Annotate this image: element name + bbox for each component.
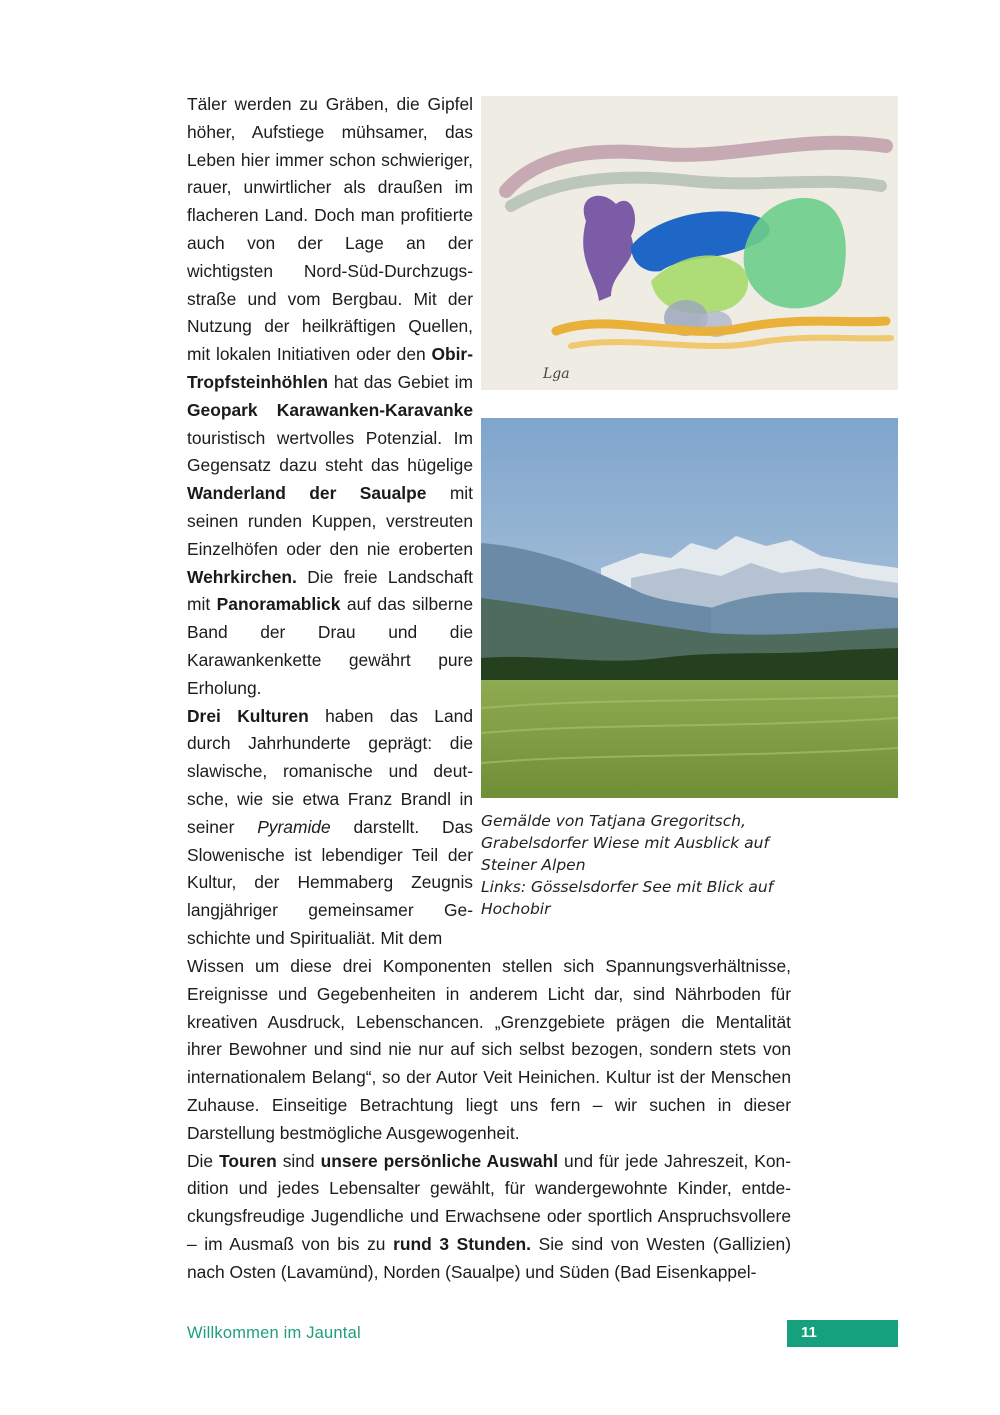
footer-title: Willkommen im Jauntal bbox=[187, 1324, 361, 1342]
bold-term-geopark: Geopark Karawanken-Karavanke bbox=[187, 399, 473, 420]
text-run: touristisch wertvolles Potenzial. Im Gegensatz dazu steht das hügelige bbox=[187, 427, 473, 476]
page-number: 11 bbox=[801, 1324, 817, 1341]
painting-image bbox=[481, 96, 898, 390]
bold-term-3-stunden: rund 3 Stunden. bbox=[393, 1233, 531, 1254]
caption-line: Links: Gösselsdorfer See mit Blick auf bbox=[481, 878, 774, 896]
text-run: Täler werden zu Gräben, die Gipfel höher, Aufstiege mühsamer, das Leben hier immer schon schwieriger, rauer, unwirtlicher als draußen im flacheren Land. Doch man profitierte auch von der Lage an der wichtigsten Nord-Süd-Durchzugsstraße und vom Bergbau. Mit der Nutzung der heilkräftigen Quellen, mit lokalen Initiativen oder den bbox=[187, 94, 473, 365]
bold-term-drei-kulturen: Drei Kulturen bbox=[187, 705, 309, 726]
full-width-text bbox=[187, 953, 791, 1287]
bold-term-touren: Touren bbox=[219, 1150, 277, 1171]
text-run: Sie sind von Westen (Gallizien) nach Osten (Lavamünd), Norden (Saualpe) und Süden (Bad Eisenkappel- bbox=[187, 1233, 792, 1282]
text-run: und für jede Jahreszeit, Kondition und jedes Lebensalter gewählt, für wandergewohnte Kinder, entdeckungsfreudige Jugendliche und Erwachsene oder sportlich Anspruchsvollere – im Ausmaß von bis zu bbox=[187, 1150, 791, 1254]
bold-term-obir: Obir-Tropfsteinhöhlen bbox=[187, 344, 473, 392]
column-paragraph-2 bbox=[187, 703, 473, 953]
column-paragraph-1 bbox=[187, 91, 473, 703]
meadow-mountain-photo bbox=[481, 418, 898, 798]
image-caption bbox=[481, 810, 811, 920]
full-paragraph-2 bbox=[187, 1148, 791, 1287]
text-run: mit seinen runden Kuppen, verstreuten Einzelhöfen oder den nie eroberten bbox=[187, 483, 473, 559]
landscape-photo bbox=[481, 418, 898, 798]
bold-term-auswahl: unsere persönliche Auswahl bbox=[320, 1150, 559, 1171]
text-run: Die bbox=[187, 1150, 220, 1171]
caption-line: Hochobir bbox=[481, 900, 551, 918]
bold-term-panoramablick: Panoramablick bbox=[216, 594, 341, 615]
painting-signature: Lga bbox=[543, 366, 570, 382]
full-paragraph-1: Wissen um diese drei Komponenten stellen sich Spannungsverhältnisse, Ereignisse und Gegebenheiten in anderem Licht dar, sind Nährboden für kreativen Ausdruck, Lebenschancen. „Grenzgebiete prägen die Mentalität ihrer Bewohner und sind nie nur auf sich selbst bezogen, sondern stets von internationalem Belang“, so der Autor Veit Heinichen. Kultur ist der Menschen Zuhause. Einseitige Betrachtung liegt uns fern – wir suchen in dieser Darstellung bestmögliche Ausgewogenheit. bbox=[187, 956, 791, 1143]
page-number-badge bbox=[787, 1320, 898, 1347]
caption-line: Grabelsdorfer Wiese mit Ausblick auf bbox=[481, 834, 769, 852]
column-text bbox=[187, 91, 473, 953]
bold-term-saualpe: Wanderland der Saualpe bbox=[187, 483, 427, 504]
text-run: auf das silberne Band der Drau und die Karawankenkette gewährt pure Erholung. bbox=[187, 594, 473, 698]
text-run: hat das Gebiet im bbox=[328, 371, 473, 392]
italic-term-pyramide: Pyramide bbox=[257, 816, 331, 837]
caption-line: Gemälde von Tatjana Gregoritsch, bbox=[481, 812, 746, 830]
text-run: sind bbox=[276, 1150, 321, 1171]
bold-term-wehrkirchen: Wehrkirchen. bbox=[187, 566, 297, 587]
text-run: Die freie Landschaft mit bbox=[187, 566, 473, 615]
watercolor-painting bbox=[481, 96, 898, 390]
caption-line: Steiner Alpen bbox=[481, 856, 586, 874]
text-run: darstellt. Das Slowenische ist lebendiger Teil der Kultur, der Hemmaberg Zeugnis langjähriger gemeinsamer Geschichte und Spiritualiät. Mit dem bbox=[187, 816, 473, 948]
text-run: haben das Land durch Jahrhunderte geprägt: die slawische, romanische und deutsche, wie sie etwa Franz Brandl in seiner bbox=[187, 705, 473, 837]
